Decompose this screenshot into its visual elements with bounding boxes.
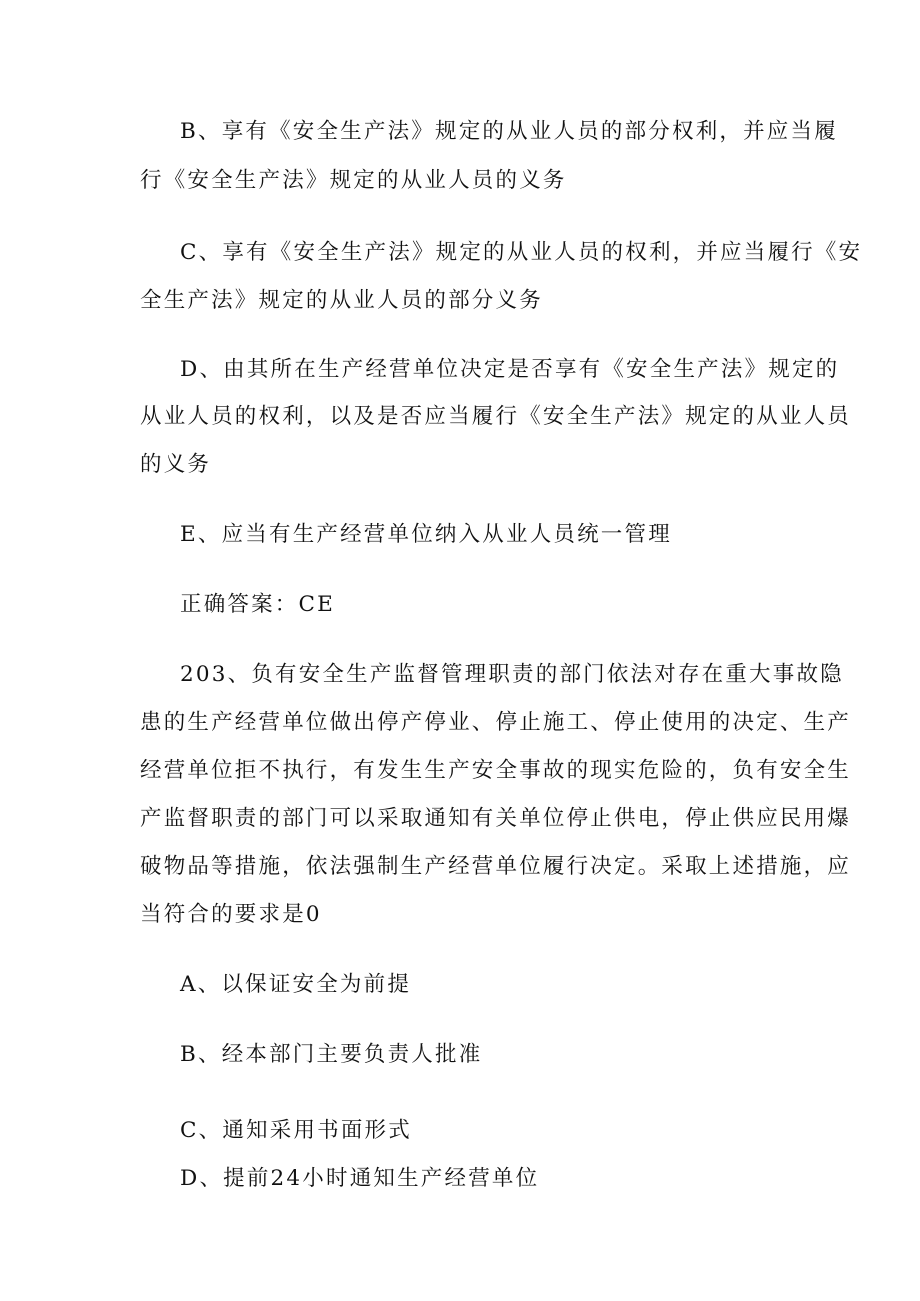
option-b-line-2: 行《安全生产法》规定的从业人员的义务 <box>140 168 567 193</box>
option-203-d: D、提前24小时通知生产经营单位 <box>180 1166 540 1191</box>
option-203-a: A、以保证安全为前提 <box>180 972 412 997</box>
option-c-line-2: 全生产法》规定的从业人员的部分义务 <box>140 288 543 313</box>
question-203-line-2: 患的生产经营单位做出停产停业、停止施工、停止使用的决定、生产 <box>140 710 852 735</box>
option-d-line-3: 的义务 <box>140 452 212 477</box>
question-203-line-4: 产监督职责的部门可以采取通知有关单位停止供电，停止供应民用爆 <box>140 806 852 831</box>
option-c-line-1: C、享有《安全生产法》规定的从业人员的权利，并应当履行《安 <box>180 240 863 265</box>
option-d-line-1: D、由其所在生产经营单位决定是否享有《安全生产法》规定的 <box>180 357 840 382</box>
question-203-line-6: 当符合的要求是0 <box>140 902 322 927</box>
question-203-line-3: 经营单位拒不执行，有发生生产安全事故的现实危险的，负有安全生 <box>140 758 852 783</box>
correct-answer: 正确答案：CE <box>180 592 336 617</box>
option-d-line-2: 从业人员的权利，以及是否应当履行《安全生产法》规定的从业人员 <box>140 404 852 429</box>
option-203-c: C、通知采用书面形式 <box>180 1118 412 1143</box>
question-203-line-5: 破物品等措施，依法强制生产经营单位履行决定。采取上述措施，应 <box>140 854 852 879</box>
option-203-b: B、经本部门主要负责人批准 <box>180 1042 483 1067</box>
option-b-line-1: B、享有《安全生产法》规定的从业人员的部分权利，并应当履 <box>180 119 838 144</box>
option-e-line-1: E、应当有生产经营单位纳入从业人员统一管理 <box>180 522 672 547</box>
question-203-line-1: 203、负有安全生产监督管理职责的部门依法对存在重大事故隐 <box>180 662 844 687</box>
